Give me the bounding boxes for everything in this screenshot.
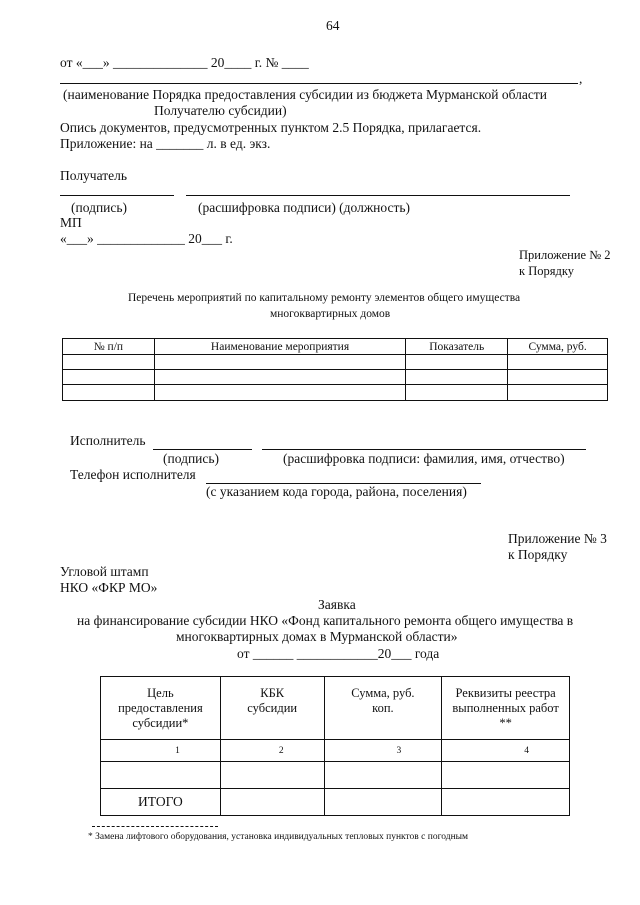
appendix2-title: Приложение № 2 — [519, 248, 611, 262]
phone-caption: (с указанием кода города, района, поселения) — [206, 484, 467, 499]
appendix2-heading-1: Перечень мероприятий по капитальному ремонту элементов общего имущества — [128, 292, 521, 304]
recipient-label: Получатель — [60, 168, 128, 183]
column-number-1: 1 — [101, 740, 221, 762]
total-label: ИТОГО — [101, 789, 221, 816]
stamp-label: МП — [60, 215, 82, 230]
request-subheading-1: на финансирование субсидии НКО «Фонд капитального ремонта общего имущества в — [77, 613, 574, 628]
table-row — [101, 762, 570, 789]
attachment-text: Приложение: на _______ л. в ед. экз. — [60, 136, 271, 151]
caption-line-1: (наименование Порядка предоставления субсидии из бюджета Мурманской области — [63, 87, 548, 102]
executor-decoding-caption: (расшифровка подписи: фамилия, имя, отчество) — [283, 451, 565, 466]
executor-decoding-line — [262, 449, 586, 450]
events-table — [62, 338, 608, 401]
signature-caption: (подпись) — [71, 200, 128, 215]
caption-line-2: Получателю субсидии) — [154, 103, 287, 118]
header-indicator: Показатель — [406, 339, 508, 355]
header-event-name: Наименование мероприятия — [154, 339, 406, 355]
header-sum: Сумма, руб. коп. — [324, 677, 442, 740]
appendix2-heading-2: многоквартирных домов — [270, 308, 391, 320]
decoding-caption: (расшифровка подписи) (должность) — [198, 200, 411, 215]
appendix2-subtitle: к Порядку — [519, 264, 574, 278]
table-number-row — [101, 740, 570, 762]
request-date-line: от ______ ____________20___ года — [237, 646, 440, 661]
decoding-line — [186, 195, 570, 196]
footnote-separator — [92, 826, 218, 827]
phone-label: Телефон исполнителя — [70, 467, 196, 482]
appendix3-title: Приложение № 3 — [508, 531, 607, 546]
column-number-2: 2 — [220, 740, 324, 762]
executor-signature-caption: (подпись) — [163, 451, 220, 466]
request-subheading-2: многоквартирных домах в Мурманской области» — [176, 629, 458, 644]
inventory-text: Опись документов, предусмотренных пунктом 2.5 Порядка, прилагается. — [60, 120, 482, 135]
executor-label: Исполнитель — [70, 433, 146, 448]
date-line-2: «___» _____________ 20___ г. — [60, 231, 233, 246]
blank-line — [60, 83, 578, 84]
request-heading: Заявка — [318, 597, 356, 612]
table-total-row — [101, 789, 570, 816]
column-number-4: 4 — [442, 740, 570, 762]
table-row — [63, 355, 608, 370]
table-row — [63, 370, 608, 385]
executor-signature-line — [153, 449, 252, 450]
header-number: № п/п — [63, 339, 155, 355]
request-table — [100, 676, 570, 816]
organization-name: НКО «ФКР МО» — [60, 580, 158, 595]
column-number-3: 3 — [324, 740, 442, 762]
header-kbk: КБК субсидии — [220, 677, 324, 740]
table-row — [63, 385, 608, 401]
line-comma: , — [579, 71, 583, 86]
header-amount: Сумма, руб. — [508, 339, 608, 355]
appendix3-subtitle: к Порядку — [508, 547, 568, 562]
date-line: от «___» ______________ 20____ г. № ____ — [60, 55, 309, 70]
table-header-row — [101, 677, 570, 740]
header-registry: Реквизиты реестра выполненных работ ** — [442, 677, 570, 740]
page-number: 64 — [326, 18, 340, 33]
footnote: * Замена лифтового оборудования, установка индивидуальных тепловых пунктов с погодным — [88, 832, 469, 842]
corner-stamp-label: Угловой штамп — [60, 564, 149, 579]
signature-line — [60, 195, 174, 196]
header-purpose: Цель предоставления субсидии* — [101, 677, 221, 740]
table-header-row — [63, 339, 608, 355]
